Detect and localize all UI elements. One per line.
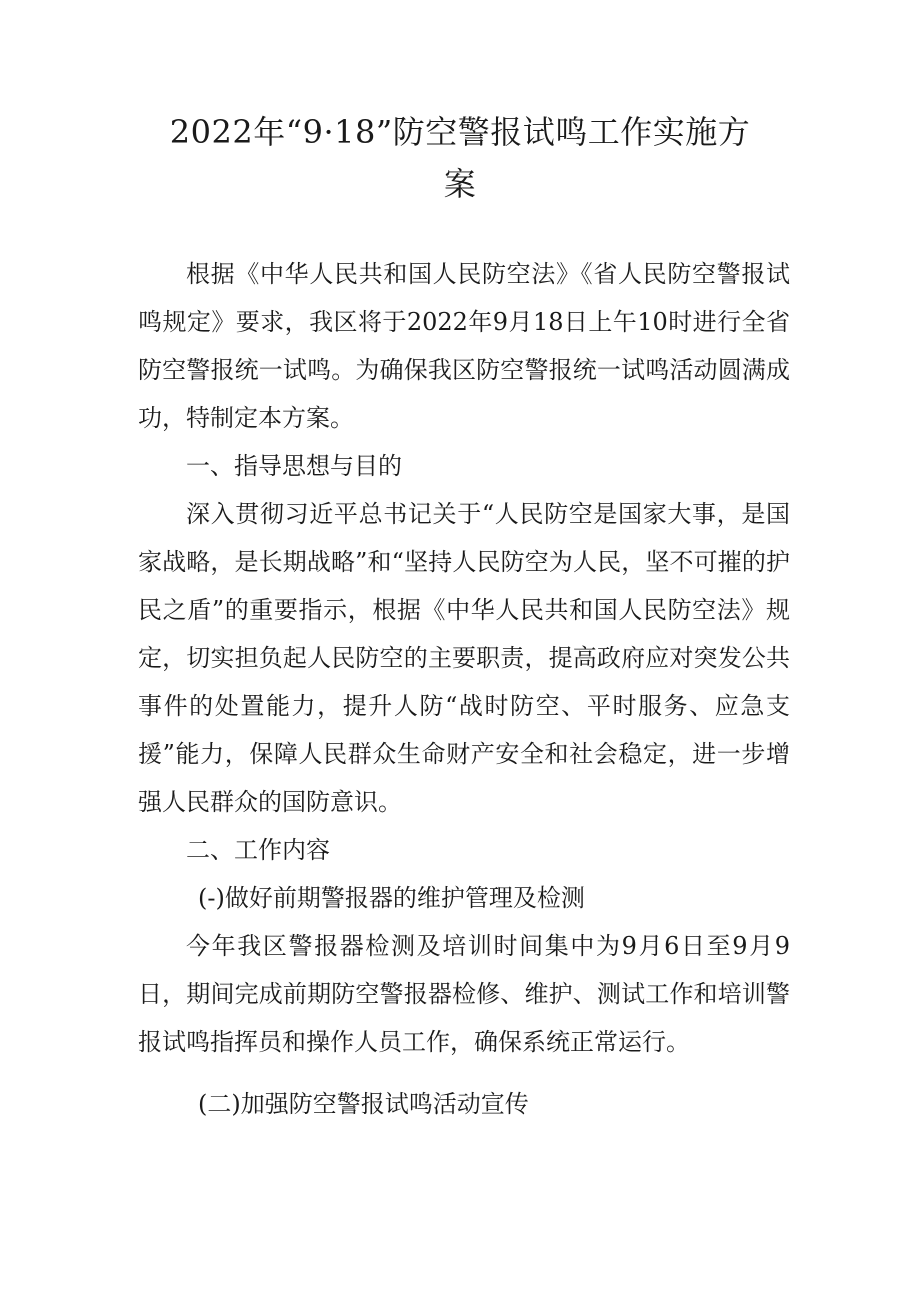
guiding-principle-paragraph: 深入贯彻习近平总书记关于“人民防空是国家大事，是国家战略，是长期战略”和“坚持人民防空为人民，坚不可摧的护民之盾”的重要指示，根据《中华人民共和国人民防空法》规定，切实担负起人民防空的主要职责，提高政府应对突发公共事件的处置能力，提升人防“战时防空、平时服务、应急支援”能力，保障人民群众生命财产安全和社会稳定，进一步增强人民群众的国防意识。 xyxy=(138,500,790,816)
maintenance-paragraph: 今年我区警报器检测及培训时间集中为9月6日至9月9日，期间完成前期防空警报器检修、维护、测试工作和培训警报试鸣指挥员和操作人员工作，确保系统正常运行。 xyxy=(138,932,790,1056)
document-title-line-1: 2022年“9·18”防空警报试鸣工作实施方 xyxy=(169,113,751,151)
section-heading-work-content: 二、工作内容 xyxy=(186,836,330,864)
section-heading-guiding-principle: 一、指导思想与目的 xyxy=(186,452,402,480)
document-title-line-2: 案 xyxy=(443,165,477,203)
subsection-heading-maintenance: (-)做好前期警报器的维护管理及检测 xyxy=(198,884,585,912)
subsection-heading-publicity: (二)加强防空警报试鸣活动宣传 xyxy=(198,1090,529,1118)
intro-paragraph: 根据《中华人民共和国人民防空法》《省人民防空警报试鸣规定》要求，我区将于2022年9月18日上午10时进行全省防空警报统一试鸣。为确保我区防空警报统一试鸣活动圆满成功，特制定本方案。 xyxy=(138,260,790,432)
